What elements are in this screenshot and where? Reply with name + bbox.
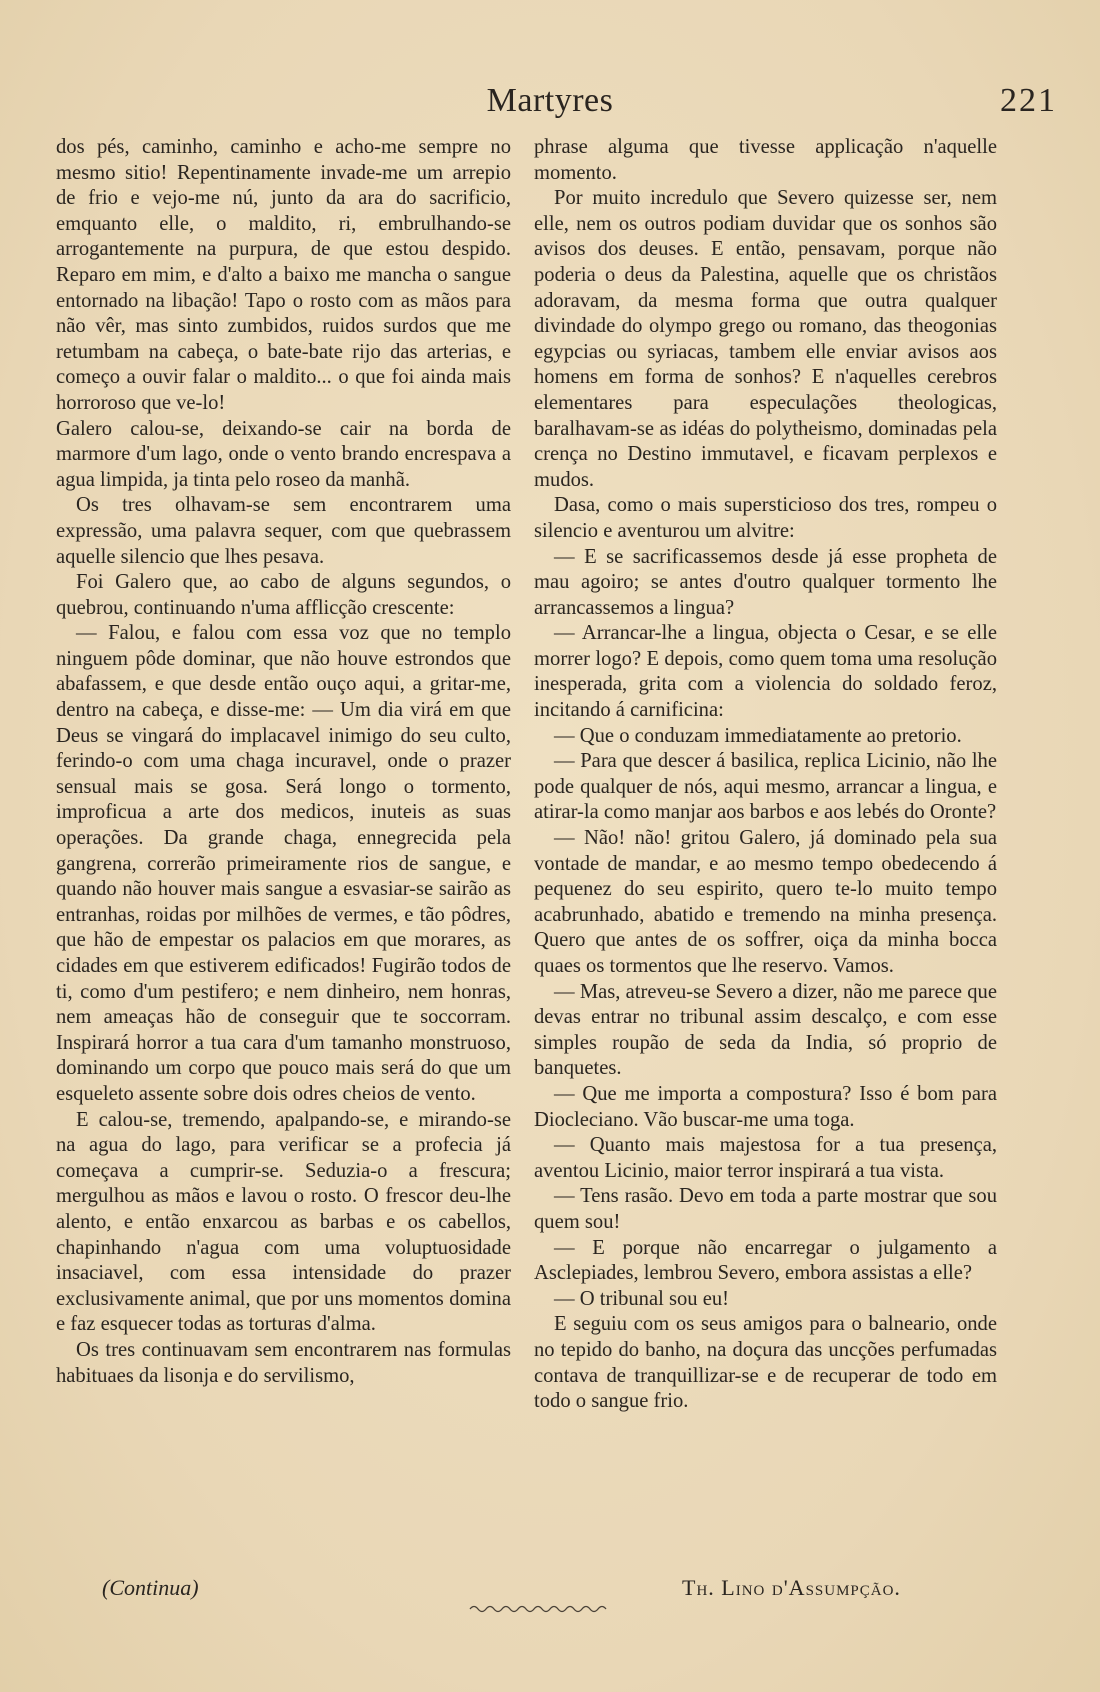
left-column-paragraph: dos pés, caminho, caminho e acho-me sempre no mesmo sitio! Repentinamente invade-me um arrepio de frio e vejo-me nú, junto da ara do sacrificio, emquanto elle, o maldito, ri, embrulhando-se arrogantemente na purpura, de que estou despido. Reparo em mim, e d'alto a baixo me mancha o sangue entornado na libação! Tapo o rosto com as mãos para não vêr, mas sinto zumbidos, ruidos surdos que me retumbam na cabeça, o bate-bate rijo das arterias, e começo a ouvir falar o maldito... o que foi ainda mais horroroso que ve-lo! bbox=[56, 136, 511, 414]
left-text-column bbox=[56, 135, 511, 1389]
right-column-paragraph: — Arrancar-lhe a lingua, objecta o Cesar, e se elle morrer logo? E depois, como quem toma uma resolução inesperada, grita com a violencia do soldado feroz, incitando á carnificina: bbox=[534, 622, 997, 722]
right-column-paragraph: — E porque não encarregar o julgamento a Asclepiades, lembrou Severo, embora assistas a elle? bbox=[534, 1236, 997, 1285]
left-column-paragraph: Os tres olhavam-se sem encontrarem uma expressão, uma palavra sequer, com que quebrassem aquelle silencio que lhes pesava. bbox=[56, 494, 511, 568]
right-column-paragraph: — Mas, atreveu-se Severo a dizer, não me parece que devas entrar no tribunal assim descalço, e com esse simples roupão de seda da India, só proprio de banquetes. bbox=[534, 980, 997, 1080]
left-column-paragraph: — Falou, e falou com essa voz que no templo ninguem pôde dominar, que não houve estrondos que abafassem, e que desde então ouço aqui, a gritar-me, dentro na cabeça, e disse-me: — Um dia virá em que Deus se vingará do implacavel inimigo do seu culto, ferindo-o com uma chaga incuravel, onde o prazer sensual mais se gosa. Será longo o tormento, improficua a arte dos medicos, inuteis as suas operações. Da grande chaga, ennegrecida pela gangrena, correrão primeiramente rios de sangue, e quando não houver mais sangue a esvasiar-se sairão as entranhas, roidas por milhões de vermes, e tão pôdres, que hão de empestar os palacios em que morares, as cidades em que estiverem edificados! Fugirão todos de ti, como d'um pestifero; e nem dinheiro, nem honras, nem ameaças hão de conseguir que te soccorram. Inspirará horror a tua cara d'um tamanho monstruoso, dominando um corpo que pouco mais será do que um esqueleto assente sobre dois odres cheios de vento. bbox=[56, 622, 511, 1105]
right-column-paragraph: — Tens rasão. Devo em toda a parte mostrar que sou quem sou! bbox=[534, 1185, 997, 1233]
page-number: 221 bbox=[1000, 82, 1057, 119]
wavy-ornament-icon bbox=[468, 1602, 618, 1616]
signature-name: Lino d'Assumpção. bbox=[721, 1575, 901, 1600]
right-column-paragraph: — O tribunal sou eu! bbox=[554, 1287, 730, 1310]
right-column-paragraph: — Que me importa a compostura? Isso é bom para Diocleciano. Vão buscar-me uma toga. bbox=[534, 1082, 997, 1131]
left-column-paragraph: Os tres continuavam sem encontrarem nas formulas habituaes da lisonja e do servilismo, bbox=[56, 1338, 511, 1387]
right-column-paragraph: phrase alguma que tivesse applicação n'aquelle momento. bbox=[534, 136, 997, 184]
right-column-paragraph: — Quanto mais majestosa for a tua presença, aventou Licinio, maior terror inspirará a tua vista. bbox=[534, 1134, 997, 1182]
right-column-paragraph: — Que o conduzam immediatamente ao pretorio. bbox=[554, 724, 962, 747]
running-header-title: Martyres bbox=[486, 82, 614, 119]
left-column-paragraph: E calou-se, tremendo, apalpando-se, e mirando-se na agua do lago, para verificar se a profecia já começava a cumprir-se. Seduzia-o a frescura; mergulhou as mãos e lavou o rosto. O frescor deu-lhe alento, e então enxarcou as barbas e os cabellos, chapinhando n'agua com uma voluptuosidade insaciavel, com essa intensidade do prazer exclusivamente animal, que por uns momentos domina e faz esquecer todas as torturas d'alma. bbox=[56, 1108, 511, 1336]
right-column-paragraph: — E se sacrificassemos desde já esse propheta de mau agoiro; se antes d'outro qualquer tormento lhe arrancassemos a lingua? bbox=[534, 545, 997, 619]
right-column-paragraph: — Para que descer á basilica, replica Licinio, não lhe pode qualquer de nós, aqui mesmo, arrancar a lingua, e atirar-la como manjar aos barbos e aos lebés do Oronte? bbox=[534, 750, 997, 824]
left-column-paragraph: Foi Galero que, ao cabo de alguns segundos, o quebrou, continuando n'uma afflicção crescente: bbox=[56, 571, 511, 619]
right-column-paragraph: E seguiu com os seus amigos para o balneario, onde no tepido do banho, na doçura das uncções perfumadas contava de tranquillizar-se e de recuperar de todo em todo o sangue frio. bbox=[534, 1313, 997, 1413]
continua-note: (Continua) bbox=[102, 1575, 199, 1600]
right-column-paragraph: Por muito incredulo que Severo quizesse ser, nem elle, nem os outros podiam duvidar que os sonhos são avisos dos deuses. E então, pensavam, porque não poderia o deus da Palestina, aquelle que os christãos adoravam, da mesma forma que outra qualquer divindade do olympo grego ou romano, das theogonias egypcias ou syriacas, tambem elle enviar avisos aos homens em forma de sonhos? E n'aquelles cerebros elementares para especulações theologicas, baralhavam-se as idéas do polytheismo, dominadas pela crença no Destino immutavel, e ficavam perplexos e mudos. bbox=[534, 187, 997, 491]
author-signature bbox=[682, 1575, 901, 1601]
right-text-column bbox=[534, 135, 997, 1415]
right-column-paragraph: Dasa, como o mais supersticioso dos tres, rompeu o silencio e aventurou um alvitre: bbox=[534, 494, 997, 542]
left-column-paragraph: Galero calou-se, deixando-se cair na borda de marmore d'um lago, onde o vento brando encrespava a agua limpida, ja tinta pelo roseo da manhã. bbox=[56, 417, 511, 491]
right-column-paragraph: — Não! não! gritou Galero, já dominado pela sua vontade de mandar, e ao mesmo tempo obedecendo á pequenez do seu espirito, quero te-lo muito tempo acabrunhado, abatido e tremendo na minha presença. Quero que antes de os soffrer, oiça da minha bocca quaes os tormentos que lhe reservo. Vamos. bbox=[534, 827, 997, 977]
signature-initial: Th. bbox=[682, 1575, 715, 1600]
